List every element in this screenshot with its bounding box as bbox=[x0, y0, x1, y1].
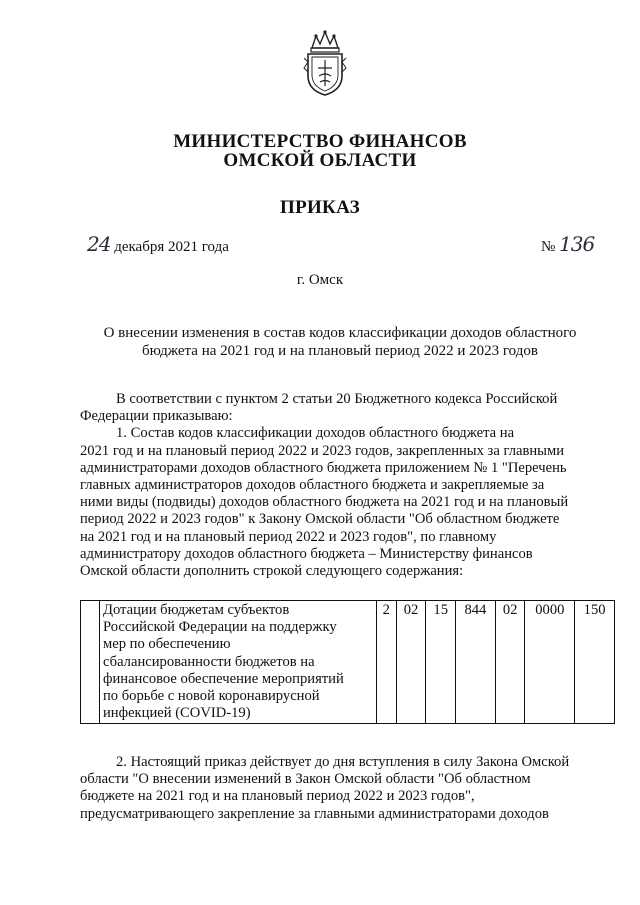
item2-line: области "О внесении изменений в Закон Омской области "Об областном bbox=[80, 771, 531, 788]
item2-line: 2. Настоящий приказ действует до дня вступления в силу Закона Омской bbox=[116, 754, 570, 770]
number-sign: № bbox=[541, 239, 556, 255]
item1-line: ними виды (подвиды) доходов областного бюджета на 2021 год и на плановый bbox=[80, 494, 569, 511]
income-name-line: сбалансированности бюджетов на bbox=[103, 653, 315, 670]
order-date bbox=[87, 232, 229, 256]
income-name-line: инфекцией (COVID-19) bbox=[103, 705, 251, 722]
item2-line: бюджете на 2021 год и на плановый период 2022 и 2023 годов", bbox=[80, 788, 475, 805]
income-name-line: по борьбе с новой коронавирусной bbox=[103, 688, 320, 705]
item1-line: Омской области дополнить строкой следующего содержания: bbox=[80, 563, 464, 580]
code-cell: 15 bbox=[426, 601, 456, 724]
code-cell: 150 bbox=[575, 601, 615, 724]
income-code-table bbox=[80, 600, 615, 724]
item1-line: период 2022 и 2023 годов" к Закону Омской области "Об областном бюджете bbox=[80, 511, 560, 528]
subject-line: бюджета на 2021 год и на плановый период 2022 и 2023 годов bbox=[142, 343, 538, 359]
code-cell: 02 bbox=[396, 601, 426, 724]
order-number bbox=[541, 232, 594, 256]
date-month-year: декабря 2021 года bbox=[114, 239, 229, 255]
income-name-line: мер по обеспечению bbox=[103, 636, 231, 653]
region-title: ОМСКОЙ ОБЛАСТИ bbox=[223, 150, 417, 171]
code-cell: 844 bbox=[456, 601, 496, 724]
paragraph-intro-and-item-1 bbox=[80, 391, 615, 580]
code-cell: 2 bbox=[377, 601, 397, 724]
date-day: 24 bbox=[87, 232, 111, 256]
item1-line: на 2021 год и на плановый период 2022 и 2023 годов", по главному bbox=[80, 528, 497, 545]
item1-line: 1. Состав кодов классификации доходов областного бюджета на bbox=[116, 425, 515, 442]
table-row bbox=[81, 601, 615, 724]
ministry-title: МИНИСТЕРСТВО ФИНАНСОВ bbox=[173, 131, 467, 152]
item2-line: предусматривающего закрепление за главными администраторами доходов bbox=[80, 805, 549, 822]
item1-line: главных администраторов доходов областного бюджета и закрепляемые за bbox=[80, 477, 545, 494]
income-name-cell bbox=[100, 601, 377, 724]
code-cell: 0000 bbox=[525, 601, 575, 724]
table-cell-empty bbox=[81, 601, 100, 724]
income-name-line: Российской Федерации на поддержку bbox=[103, 619, 337, 636]
document-type: ПРИКАЗ bbox=[279, 197, 361, 218]
intro-line: Федерации приказываю: bbox=[80, 408, 233, 425]
item1-line: администратору доходов областного бюджета – Министерству финансов bbox=[80, 545, 533, 562]
item1-line: администраторами доходов областного бюджета приложением № 1 "Перечень bbox=[80, 459, 567, 476]
order-subject bbox=[80, 324, 600, 360]
income-name-line: финансовое обеспечение мероприятий bbox=[103, 670, 344, 687]
subject-line: О внесении изменения в состав кодов классификации доходов областного bbox=[103, 325, 577, 341]
paragraph-item-2 bbox=[80, 754, 615, 823]
code-cell: 02 bbox=[495, 601, 525, 724]
income-name-line: Дотации бюджетам субъектов bbox=[103, 602, 290, 618]
number-value: 136 bbox=[559, 232, 595, 256]
city: г. Омск bbox=[296, 272, 344, 288]
intro-line: В соответствии с пунктом 2 статьи 20 Бюджетного кодекса Российской bbox=[116, 391, 558, 407]
omsk-coat-of-arms-icon bbox=[302, 28, 348, 96]
item1-line: 2021 год и на плановый период 2022 и 2023 годов, закрепленных за главными bbox=[80, 442, 565, 459]
